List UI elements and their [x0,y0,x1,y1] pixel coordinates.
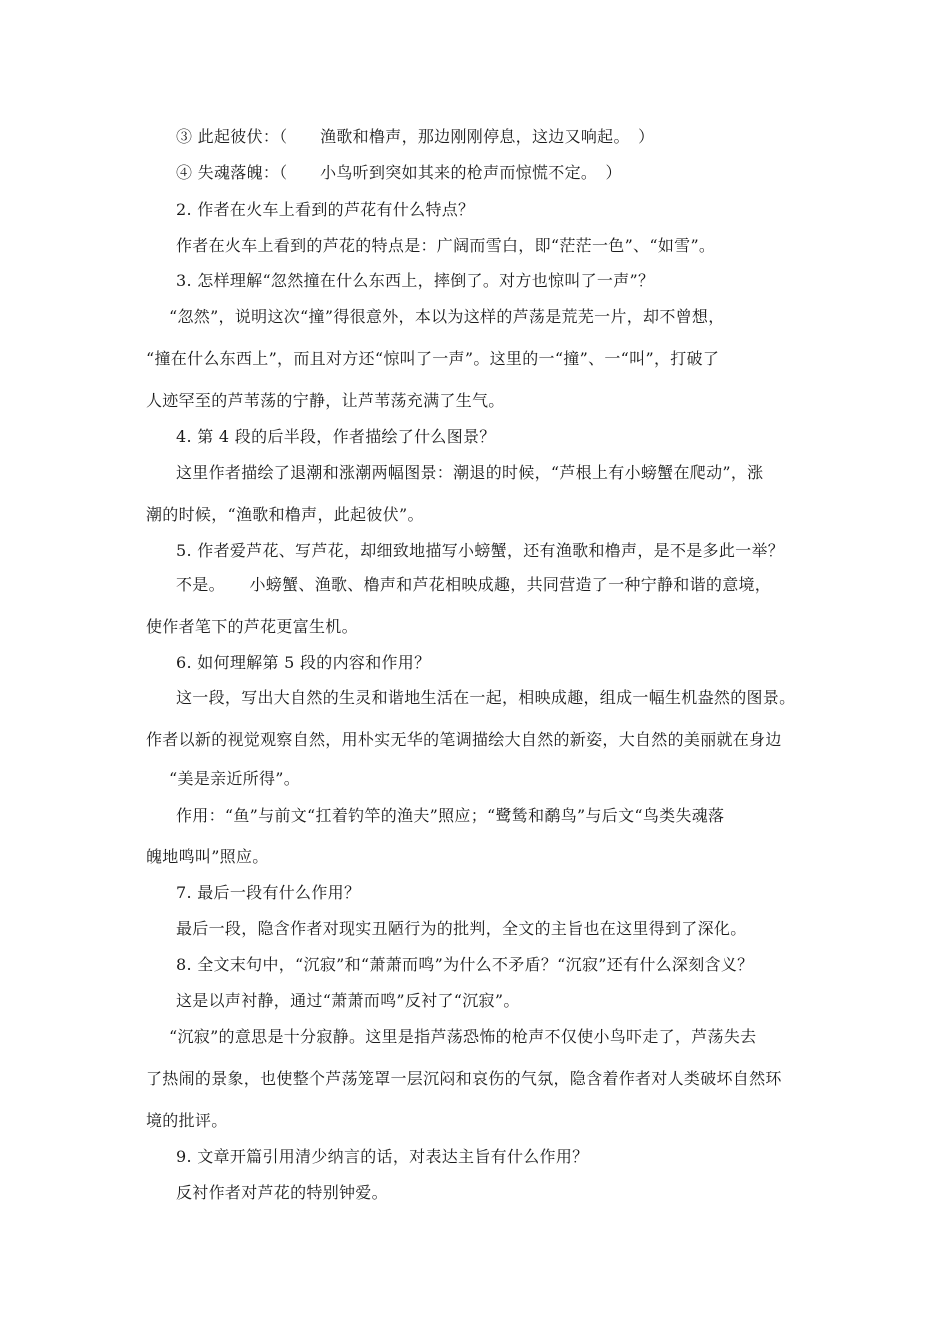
question-heading: 2. 作者在火车上看到的芦花有什么特点？ [176,200,475,219]
text-line: ③ 此起彼伏：（ 渔歌和橹声，那边刚刚停息，这边又响起。 ） [176,127,655,146]
question-heading: 6. 如何理解第 5 段的内容和作用？ [176,653,431,672]
answer-line: 人迹罕至的芦苇荡的宁静，让芦苇荡充满了生气。 [146,391,505,410]
answer-line: 这是以声衬静，通过“萧萧而鸣”反衬了“沉寂”。 [176,991,520,1010]
answer-line: 了热闹的景象，也使整个芦荡笼罩一层沉闷和哀伤的气氛，隐含着作者对人类破坏自然环 [146,1069,782,1088]
answer-line: 不是。 小螃蟹、渔歌、橹声和芦花相映成趣，共同营造了一种宁静和谐的意境， [176,575,772,594]
answer-line: 境的批评。 [146,1111,228,1130]
question-heading: 5. 作者爱芦花、写芦花，却细致地描写小螃蟹，还有渔歌和橹声，是不是多此一举？ [176,541,785,560]
answer-line: “撞在什么东西上”，而且对方还“惊叫了一声”。这里的一“撞”、一“叫”，打破了 [146,349,720,368]
answer-line: 作者以新的视觉观察自然，用朴实无华的笔调描绘大自然的新姿，大自然的美丽就在身边 [146,730,782,749]
answer-line: “美是亲近所得”。 [169,769,301,788]
answer-line: 作用：“鱼”与前文“扛着钓竿的渔夫”照应；“鹭鸶和鹬鸟”与后文“鸟类失魂落 [176,806,725,825]
answer-line: “忽然”，说明这次“撞”得很意外，本以为这样的芦荡是荒芜一片，却不曾想， [169,307,725,326]
question-heading: 3. 怎样理解“忽然撞在什么东西上，摔倒了。对方也惊叫了一声”？ [176,271,655,290]
answer-line: 这里作者描绘了退潮和涨潮两幅图景：潮退的时候，“芦根上有小螃蟹在爬动”，涨 [176,463,764,482]
text-line: ④ 失魂落魄：（ 小鸟听到突如其来的枪声而惊慌不定。 ） [176,163,622,182]
question-heading: 8. 全文末句中，“沉寂”和“萧萧而鸣”为什么不矛盾？“沉寂”还有什么深刻含义？ [176,955,754,974]
answer-line: 最后一段，隐含作者对现实丑陋行为的批判，全文的主旨也在这里得到了深化。 [176,919,747,938]
answer-line: “沉寂”的意思是十分寂静。这里是指芦荡恐怖的枪声不仅使小鸟吓走了，芦荡失去 [169,1027,757,1046]
answer-line: 潮的时候，“渔歌和橹声，此起彼伏”。 [146,505,424,524]
question-heading: 9. 文章开篇引用清少纳言的话，对表达主旨有什么作用？ [176,1147,589,1166]
answer-line: 反衬作者对芦花的特别钟爱。 [176,1183,388,1202]
answer-line: 这一段，写出大自然的生灵和谐地生活在一起，相映成趣，组成一幅生机盎然的图景。 [176,688,796,707]
answer-line: 作者在火车上看到的芦花的特点是：广阔而雪白，即“茫茫一色”、“如雪”。 [176,236,716,255]
question-heading: 4. 第 4 段的后半段，作者描绘了什么图景？ [176,427,496,446]
question-heading: 7. 最后一段有什么作用？ [176,883,361,902]
answer-line: 使作者笔下的芦花更富生机。 [146,617,358,636]
answer-line: 魄地鸣叫”照应。 [146,847,269,866]
